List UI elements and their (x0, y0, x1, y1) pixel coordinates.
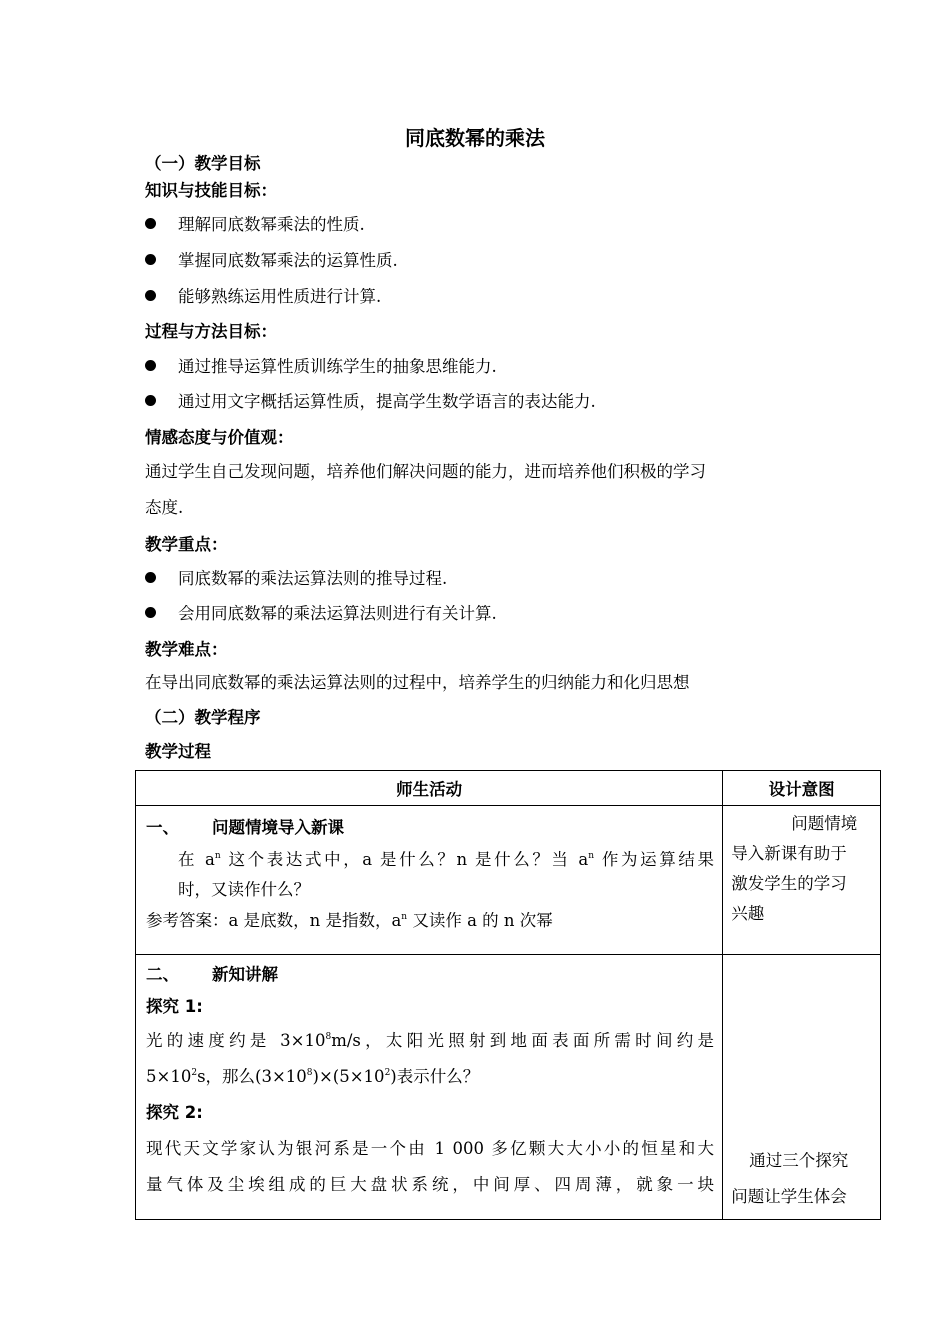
bullet-icon (145, 218, 156, 229)
knowledge-heading: 知识与技能目标： (145, 181, 277, 200)
activity-cell (136, 955, 723, 1220)
intent-line: 问题让学生体会 (731, 1187, 847, 1206)
exploration-text-line: 现代天文学家认为银河系是一个由 1 000 多亿颗大大小小的恒星和大 (146, 1139, 714, 1158)
intent-line: 激发学生的学习 (731, 874, 847, 893)
intent-line: 问题情境 (791, 814, 858, 833)
table-row (136, 806, 881, 955)
exploration-heading: 探究 2: (146, 1103, 203, 1122)
difficulty-text: 在导出同底数幂的乘法运算法则的过程中，培养学生的归纳能力和化归思想 (145, 673, 690, 692)
key-item: 会用同底数幂的乘法运算法则进行有关计算. (145, 600, 497, 624)
section-teaching-goals: （一）教学目标 (145, 154, 261, 173)
bullet-icon (145, 290, 156, 301)
intent-line: 兴趣 (731, 904, 765, 923)
emotion-text-line: 态度. (145, 498, 184, 517)
row-heading: 新知讲解 (212, 965, 278, 984)
question-line: 时，又读作什么？ (178, 880, 310, 899)
bullet-icon (145, 607, 156, 618)
bullet-icon (145, 360, 156, 371)
knowledge-item: 掌握同底数幂乘法的运算性质. (145, 247, 398, 271)
table-header-row (136, 771, 881, 806)
exploration-heading: 探究 1: (146, 997, 203, 1016)
table-row (136, 955, 881, 1220)
exploration-text-line: 量气体及尘埃组成的巨大盘状系统，中间厚、四周薄，就象一块 (146, 1175, 714, 1194)
intent-cell (723, 806, 881, 955)
question-line: 在 $a^n$ 这个表达式中，a 是什么？n 是什么？当 $a^n$ 作为运算结果 (178, 850, 714, 869)
activity-cell (136, 806, 723, 955)
section-teaching-procedure: （二）教学程序 (145, 708, 261, 727)
intent-cell (723, 955, 881, 1220)
difficulty-heading: 教学难点： (145, 640, 228, 659)
emotion-text-line: 通过学生自己发现问题，培养他们解决问题的能力，进而培养他们积极的学习 (145, 462, 706, 481)
exploration-text-line: 光的速度约是 $3\times 10^8m/s$，太阳光照射到地面表面所需时间约是 (146, 1031, 714, 1050)
key-heading: 教学重点： (145, 535, 228, 554)
bullet-icon (145, 572, 156, 583)
bullet-icon (145, 395, 156, 406)
exploration-text-line: $5\times 10^2s$，那么$(3\times 10^8)\times(5\times 10^2)$表示什么？ (146, 1067, 480, 1086)
answer-line: 参考答案：a 是底数，n 是指数，$a^n$ 又读作 a 的 n 次幂 (146, 911, 553, 930)
column-header-activity: 师生活动 (136, 771, 723, 806)
bullet-icon (145, 254, 156, 265)
row-number: 二、 (146, 965, 179, 984)
process-table-heading: 教学过程 (145, 742, 211, 761)
intent-line: 通过三个探究 (749, 1151, 849, 1170)
process-heading: 过程与方法目标： (145, 322, 277, 341)
teaching-process-table (135, 770, 881, 1220)
intent-line: 导入新课有助于 (731, 844, 847, 863)
row-heading: 问题情境导入新课 (212, 818, 344, 837)
process-item: 通过推导运算性质训练学生的抽象思维能力. (145, 353, 497, 377)
key-item: 同底数幂的乘法运算法则的推导过程. (145, 565, 447, 589)
column-header-intent: 设计意图 (723, 771, 881, 806)
row-number: 一、 (146, 818, 179, 837)
knowledge-item: 理解同底数幂乘法的性质. (145, 211, 365, 235)
page-title: 同底数幂的乘法 (405, 126, 545, 150)
process-item: 通过用文字概括运算性质，提高学生数学语言的表达能力. (145, 388, 596, 412)
emotion-heading: 情感态度与价值观： (145, 428, 294, 447)
knowledge-item: 能够熟练运用性质进行计算. (145, 283, 381, 307)
